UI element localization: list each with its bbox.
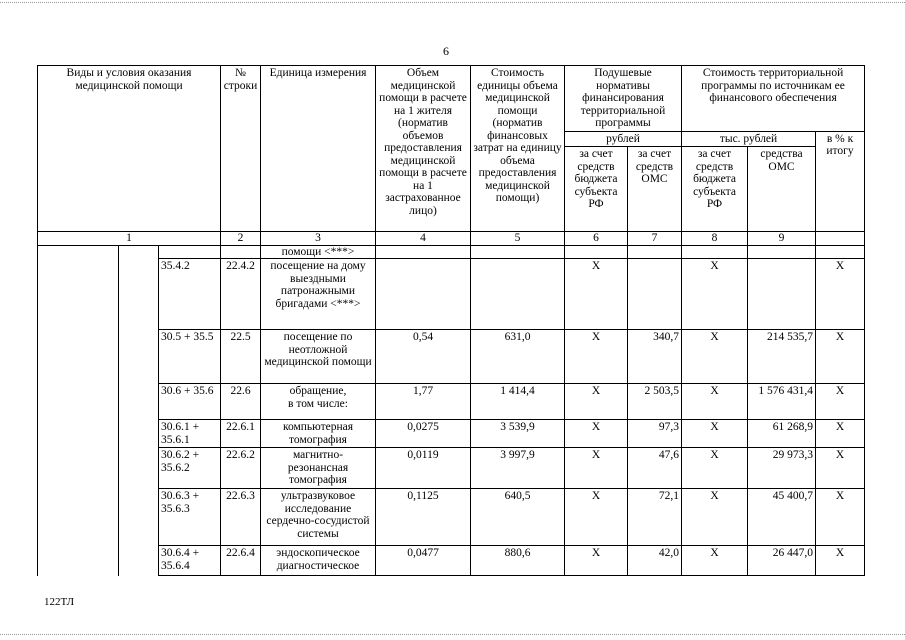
- blank-cell: [119, 330, 159, 384]
- blank-cell: [119, 448, 159, 489]
- header-volume: Объем медицинской помощи в расчете на 1 жителя (норматив объемов предоставления медицинской помощи в расчете на 1 застрахованное лицо): [376, 66, 471, 232]
- column-number: 5: [471, 232, 565, 246]
- header-percent-of-total: в % к итогу: [816, 131, 865, 232]
- row-percent: Х: [816, 330, 865, 384]
- row-percent: Х: [816, 259, 865, 330]
- row-volume: 0,0275: [376, 420, 471, 448]
- row-cost: 1 414,4: [471, 384, 565, 420]
- blank-cell: [628, 246, 682, 259]
- header-line-number: № строки: [221, 66, 261, 232]
- row-percent: Х: [816, 546, 865, 576]
- row-cost: 3 997,9: [471, 448, 565, 489]
- row-oms-total: 1 576 431,4: [748, 384, 816, 420]
- header-unit-cost: Стоимость единицы объема медицинской помощи (норматив финансовых затрат на единицу объема предоставления медицинской помощи): [471, 66, 565, 232]
- blank-cell: [119, 546, 159, 576]
- program-cost-table: [37, 65, 865, 576]
- row-oms-total: 29 973,3: [748, 448, 816, 489]
- blank-cell: [119, 246, 159, 259]
- top-scan-edge: [0, 2, 905, 3]
- row-unit: компьютерная томография: [261, 420, 376, 448]
- header-kinds: Виды и условия оказания медицинской помощи: [38, 66, 221, 232]
- row-cost: 640,5: [471, 489, 565, 546]
- page-number: 6: [443, 44, 449, 58]
- table-row: [38, 489, 865, 546]
- row-budget: Х: [565, 420, 628, 448]
- table-row: [38, 330, 865, 384]
- row-oms: 42,0: [628, 546, 682, 576]
- row-unit: обращение, в том числе:: [261, 384, 376, 420]
- bottom-scan-edge: [0, 634, 905, 635]
- row-oms-total: 26 447,0: [748, 546, 816, 576]
- row-budget-total: Х: [682, 489, 748, 546]
- continuation-row: [38, 246, 865, 259]
- row-budget: Х: [565, 259, 628, 330]
- row-cost: [471, 259, 565, 330]
- row-ref: 30.6.4 + 35.6.4: [159, 546, 221, 576]
- row-unit: посещение по неотложной медицинской помощи: [261, 330, 376, 384]
- blank-cell: [38, 259, 119, 330]
- continuation-text: помощи <***>: [261, 246, 376, 259]
- table-row: [38, 259, 865, 330]
- row-oms-total: 214 535,7: [748, 330, 816, 384]
- row-unit: эндоскопическое диагностическое: [261, 546, 376, 576]
- row-volume: 0,54: [376, 330, 471, 384]
- row-line: 22.6.3: [221, 489, 261, 546]
- column-number: 4: [376, 232, 471, 246]
- row-unit: посещение на дому выездными патронажными бригадами <***>: [261, 259, 376, 330]
- header-oms-cost: средства ОМС: [748, 147, 816, 232]
- row-budget-total: Х: [682, 259, 748, 330]
- column-number: 3: [261, 232, 376, 246]
- column-number: 6: [565, 232, 628, 246]
- row-percent: Х: [816, 420, 865, 448]
- blank-cell: [38, 546, 119, 576]
- row-line: 22.6.4: [221, 546, 261, 576]
- row-cost: 3 539,9: [471, 420, 565, 448]
- blank-cell: [816, 246, 865, 259]
- row-percent: Х: [816, 448, 865, 489]
- header-rubles: рублей: [565, 131, 682, 147]
- blank-cell: [119, 259, 159, 330]
- row-oms: 340,7: [628, 330, 682, 384]
- row-budget-total: Х: [682, 448, 748, 489]
- row-oms: [628, 259, 682, 330]
- blank-cell: [119, 384, 159, 420]
- blank-cell: [119, 489, 159, 546]
- column-number: 1: [38, 232, 221, 246]
- header-oms-funds: за счет средств ОМС: [628, 147, 682, 232]
- row-ref: 30.6.2 + 35.6.2: [159, 448, 221, 489]
- blank-cell: [38, 246, 119, 259]
- row-volume: 0,0477: [376, 546, 471, 576]
- header-budget-cost: за счет средств бюджета субъекта РФ: [682, 147, 748, 232]
- column-number: 9: [748, 232, 816, 246]
- column-number: 8: [682, 232, 748, 246]
- column-number: [816, 232, 865, 246]
- blank-cell: [38, 420, 119, 448]
- row-unit: ультразвуковое исследование сердечно-сосудистой системы: [261, 489, 376, 546]
- header-per-capita-norms: Подушевые нормативы финансирования территориальной программы: [565, 66, 682, 132]
- column-number: 7: [628, 232, 682, 246]
- table-row: [38, 420, 865, 448]
- column-numbers-row: [38, 232, 865, 246]
- row-ref: 30.6 + 35.6: [159, 384, 221, 420]
- table-row: [38, 448, 865, 489]
- footer-code: 122ТЛ: [44, 596, 75, 608]
- header-thousand-rubles: тыс. рублей: [682, 131, 816, 147]
- row-line: 22.5: [221, 330, 261, 384]
- row-budget-total: Х: [682, 384, 748, 420]
- row-budget: Х: [565, 448, 628, 489]
- row-budget-total: Х: [682, 330, 748, 384]
- header-program-cost: Стоимость территориальной программы по источникам ее финансового обеспечения: [682, 66, 865, 132]
- row-budget: Х: [565, 546, 628, 576]
- header-budget-funds: за счет средств бюджета субъекта РФ: [565, 147, 628, 232]
- row-unit: магнитно-резонансная томография: [261, 448, 376, 489]
- row-line: 22.4.2: [221, 259, 261, 330]
- blank-cell: [38, 448, 119, 489]
- blank-cell: [565, 246, 628, 259]
- header-row: [38, 66, 865, 132]
- row-oms: 47,6: [628, 448, 682, 489]
- row-percent: Х: [816, 489, 865, 546]
- blank-cell: [376, 246, 471, 259]
- blank-cell: [119, 420, 159, 448]
- row-volume: [376, 259, 471, 330]
- row-oms-total: 45 400,7: [748, 489, 816, 546]
- blank-cell: [682, 246, 748, 259]
- row-line: 22.6: [221, 384, 261, 420]
- column-number: 2: [221, 232, 261, 246]
- blank-cell: [159, 246, 221, 259]
- row-percent: Х: [816, 384, 865, 420]
- row-budget-total: Х: [682, 546, 748, 576]
- row-line: 22.6.1: [221, 420, 261, 448]
- table-row: [38, 546, 865, 576]
- row-budget: Х: [565, 330, 628, 384]
- blank-cell: [38, 489, 119, 546]
- row-cost: 880,6: [471, 546, 565, 576]
- row-line: 22.6.2: [221, 448, 261, 489]
- row-ref: 30.5 + 35.5: [159, 330, 221, 384]
- table-row: [38, 384, 865, 420]
- blank-cell: [221, 246, 261, 259]
- row-oms: 2 503,5: [628, 384, 682, 420]
- blank-cell: [38, 330, 119, 384]
- row-oms: 97,3: [628, 420, 682, 448]
- row-budget-total: Х: [682, 420, 748, 448]
- row-budget: Х: [565, 489, 628, 546]
- blank-cell: [748, 246, 816, 259]
- blank-cell: [471, 246, 565, 259]
- header-unit: Единица измерения: [261, 66, 376, 232]
- row-cost: 631,0: [471, 330, 565, 384]
- row-oms-total: [748, 259, 816, 330]
- row-ref: 35.4.2: [159, 259, 221, 330]
- row-volume: 1,77: [376, 384, 471, 420]
- row-budget: Х: [565, 384, 628, 420]
- row-ref: 30.6.3 + 35.6.3: [159, 489, 221, 546]
- row-volume: 0,1125: [376, 489, 471, 546]
- row-oms-total: 61 268,9: [748, 420, 816, 448]
- row-oms: 72,1: [628, 489, 682, 546]
- blank-cell: [38, 384, 119, 420]
- row-ref: 30.6.1 + 35.6.1: [159, 420, 221, 448]
- row-volume: 0,0119: [376, 448, 471, 489]
